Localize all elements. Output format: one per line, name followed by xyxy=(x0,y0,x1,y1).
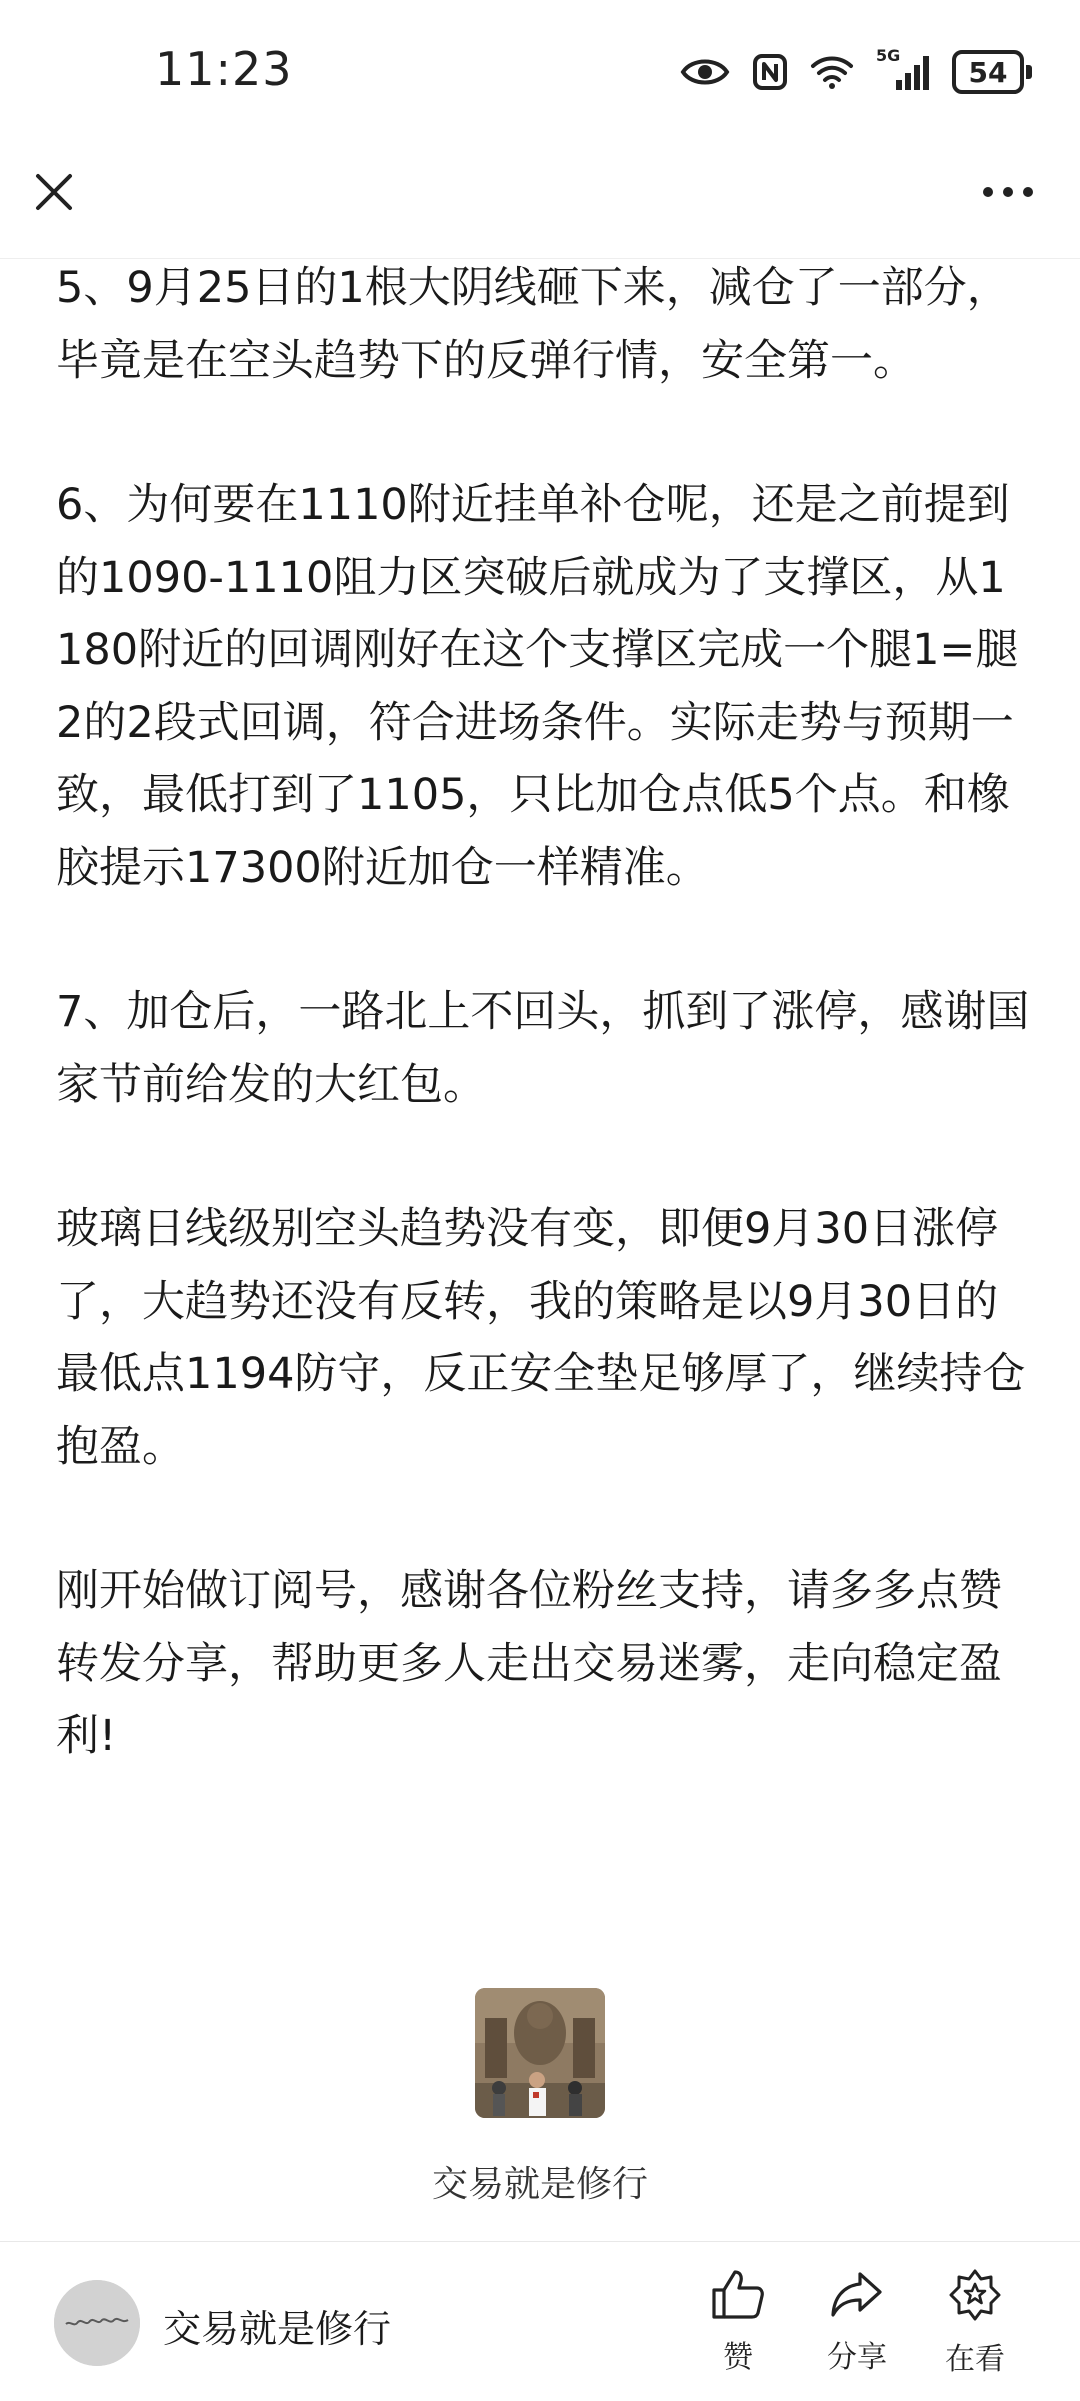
battery-icon xyxy=(952,50,1032,94)
article-paragraph: 7、加仓后，一路北上不回头，抓到了涨停，感谢国家节前给发的大红包。 xyxy=(56,987,1030,1110)
like-button[interactable] xyxy=(688,2268,788,2376)
eye-icon xyxy=(680,55,730,89)
article-body xyxy=(56,252,1031,1845)
article-paragraph: 刚开始做订阅号，感谢各位粉丝支持，请多多点赞转发分享，帮助更多人走出交易迷雾，走向稳定盈利! xyxy=(56,1566,1002,1761)
watching-button[interactable] xyxy=(925,2268,1025,2378)
account-name[interactable]: 交易就是修行 xyxy=(163,2307,392,2351)
status-time: 11:23 xyxy=(155,42,293,96)
author-card[interactable] xyxy=(0,1988,1080,2207)
article-paragraph: 玻璃日线级别空头趋势没有变，即便9月30日涨停了，大趋势还没有反转，我的策略是以9月30日的最低点1194防守，反正安全垫足够厚了，继续持仓抱盈。 xyxy=(56,1204,1026,1472)
article-paragraph: 6、为何要在1110附近挂单补仓呢，还是之前提到的1090-1110阻力区突破后就成为了支撑区，从1180附近的回调刚好在这个支撑区完成一个腿1=腿2的2段式回调，符合进场条件。实际走势与预期一致，最低打到了1105，只比加仓点低5个点。和橡胶提示17300附近加仓一样精准。 xyxy=(56,480,1019,893)
battery-level: 54 xyxy=(952,50,1024,94)
account-avatar[interactable] xyxy=(54,2280,140,2366)
network-type-label: 5G xyxy=(876,46,901,65)
watching-icon xyxy=(948,2268,1002,2322)
author-photo[interactable] xyxy=(475,1988,605,2118)
author-card-name: 交易就是修行 xyxy=(431,2164,648,2205)
share-icon xyxy=(830,2268,884,2320)
bottom-bar xyxy=(0,2241,1080,2401)
nfc-icon xyxy=(752,53,788,91)
close-icon xyxy=(34,172,74,212)
status-bar xyxy=(0,0,1080,140)
share-button[interactable] xyxy=(807,2268,907,2376)
signal-icon xyxy=(876,46,930,92)
status-icons xyxy=(680,48,1032,96)
more-icon xyxy=(982,186,1034,198)
wifi-icon xyxy=(810,54,854,90)
article-paragraph: 5、9月25日的1根大阴线砸下来，减仓了一部分，毕竟是在空头趋势下的反弹行情，安全第一。 xyxy=(56,263,1010,386)
like-label: 赞 xyxy=(723,2340,753,2375)
watching-label: 在看 xyxy=(945,2342,1005,2377)
article-toolbar xyxy=(0,140,1080,259)
close-button[interactable] xyxy=(26,164,82,220)
thumbs-up-icon xyxy=(711,2268,765,2320)
more-button[interactable] xyxy=(972,164,1044,220)
share-label: 分享 xyxy=(827,2340,887,2375)
